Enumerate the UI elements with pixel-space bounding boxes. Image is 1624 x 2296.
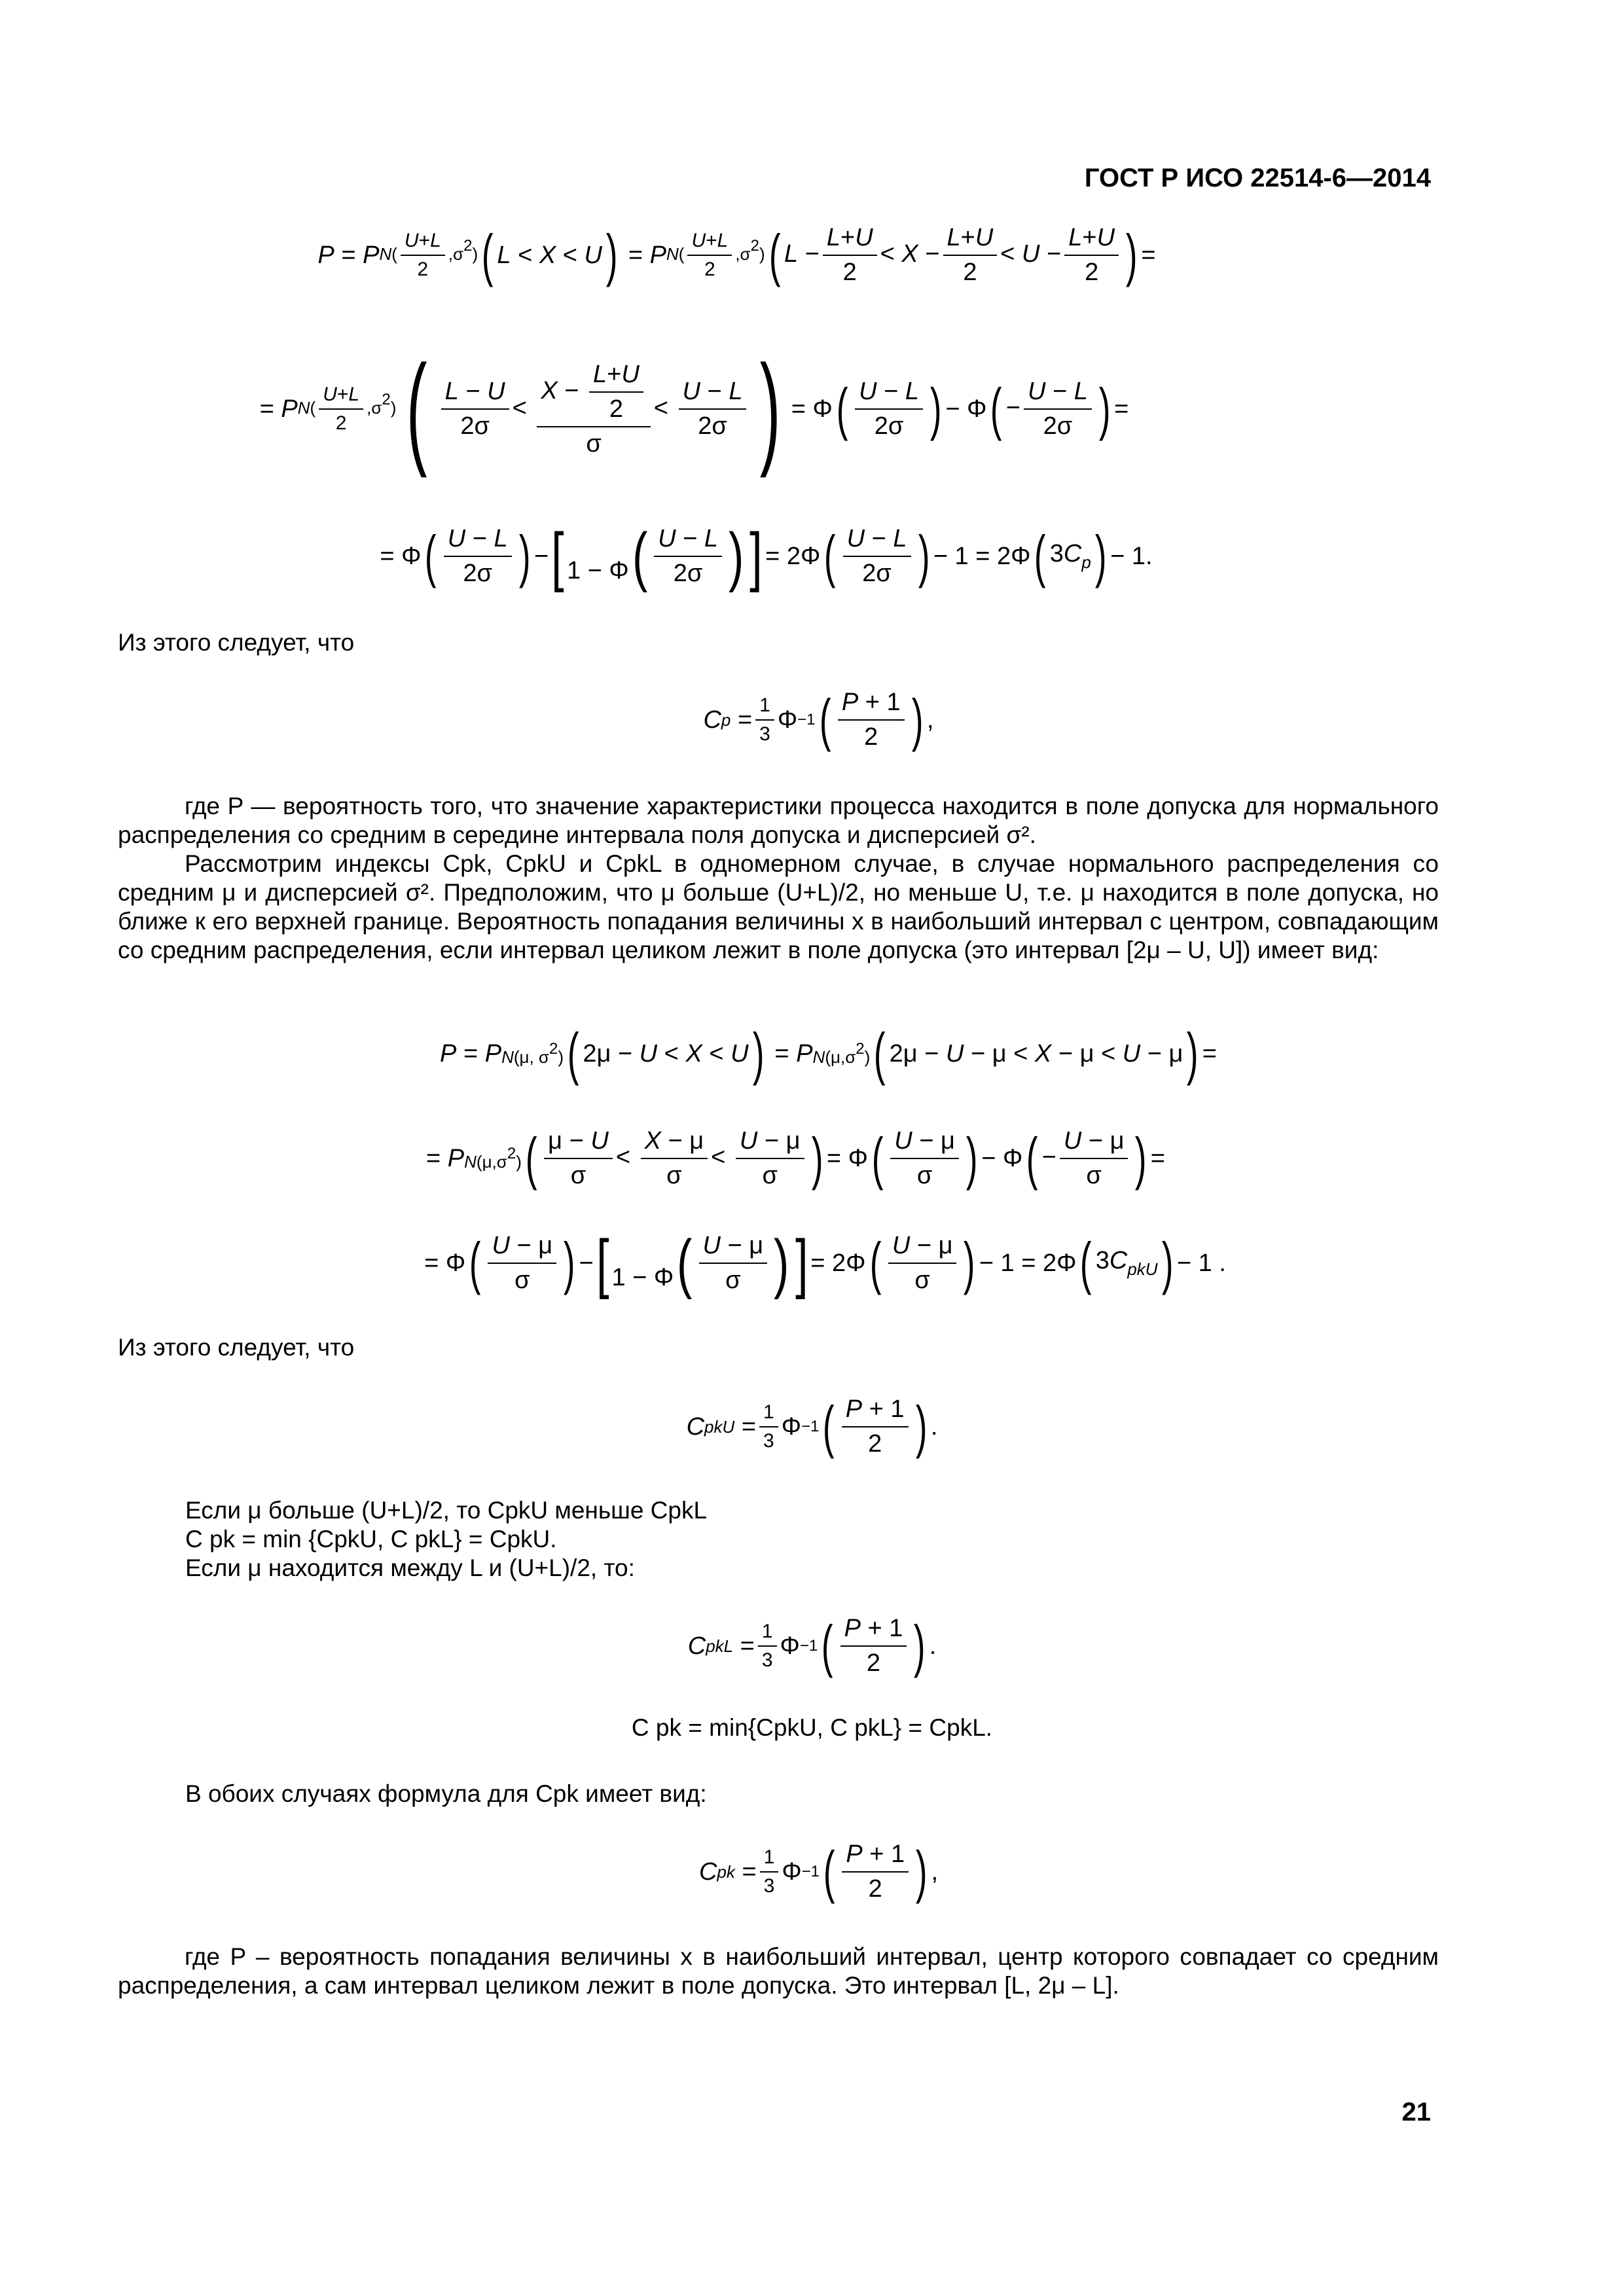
document-header: ГОСТ Р ИСО 22514-6—2014 xyxy=(1084,164,1431,192)
text-follows-1: Из этого следует, что xyxy=(118,629,355,656)
text-where-p-2: где P – вероятность попадания величины x в наибольший интервал, центр которого совпадает со средним распределения, а сам интервал целиком лежит в поле допуска. Это интервал [L, 2μ – L]. xyxy=(118,1943,1439,1999)
formula-cpkl: C pkL = $\frac{1}{3}$ Φ −1 ( $\frac{P + 1}{2}$ ) . xyxy=(687,1613,937,1678)
equation-1-line-2: = P N( $\frac{U+L}{2}$ ,σ2) ( $\frac{L - U}{2\sigma}$ < X − $\frac{L+U}{2}$ σ < $\frac{U - L}{2\sigma}$ ) = Φ ( $\frac{U - L}{2\sigma}$ ) − Φ ( − $\frac{U - L}{2\sigma}$ ) = xyxy=(259,340,1129,478)
formula-cpku: C pkU = $\frac{1}{3}$ Φ −1 ( $\frac{P + 1}{2}$ ) . xyxy=(686,1394,938,1459)
text-consider-indices: Рассмотрим индексы Cpk, CpkU и CpkL в одномерном случае, в случае нормального распределения со средним μ и дисперсией σ². Предположим, что μ больше (U+L)/2, но меньше U, т.е. μ находится в поле допуска, но ближе к его верхней границе. Вероятность попадания величины x в наибольший интервал с центром, совпадающим со средним распределения, если интервал целиком лежит в поле допуска (это интервал [2μ – U, U]) имеет вид: xyxy=(118,850,1439,963)
text-if-mu-greater: Если μ больше (U+L)/2, то CpkU меньше CpkL xyxy=(185,1497,708,1524)
equation-2-line-1: P = P N(μ, σ2) ( 2μ − U < X < U ) = P N(μ,σ2) ( 2μ − U − μ < X − μ < U − μ ) = xyxy=(440,1021,1217,1086)
page-number: 21 xyxy=(1401,2098,1431,2126)
text-where-p-1: где P — вероятность того, что значение характеристики процесса находится в поле допуска для нормального распределения со средним в середине интервала поля допуска и дисперсией σ². xyxy=(118,793,1439,848)
text-both-cases: В обоих случаях формула для Cpk имеет вид: xyxy=(185,1780,707,1807)
formula-cp: C p = $\frac{1}{3}$ Φ −1 ( $\frac{P + 1}{2}$ ) , xyxy=(703,687,934,752)
formula-cpk: C pk = $\frac{1}{3}$ Φ −1 ( $\frac{P + 1}{2}$ ) , xyxy=(698,1839,939,1904)
equation-1-line-1: P = P N( $\frac{U+L}{2}$ ,σ2) ( L < X < U ) = P N( $\frac{U+L}{2}$ ,σ2) ( L − $\frac{L+U}{2}$ < X − $\frac{L+U}{2}$ < U − $\frac{L+U}{2}$ ) = xyxy=(317,223,1156,287)
text-if-mu-between: Если μ находится между L и (U+L)/2, то: xyxy=(185,1554,635,1581)
equation-2-line-2: = P N(μ,σ2) ( $\frac{\mu - U}{\sigma}$ < $\frac{X - \mu}{\sigma}$ < $\frac{U - \mu}{\sigma}$ ) = Φ ( $\frac{U - \mu}{\sigma}$ ) − Φ ( − $\frac{U - \mu}{\sigma}$ ) = xyxy=(426,1126,1165,1191)
text-cpk-min-l xyxy=(0,1708,1624,1748)
cpk-min-l-value: C pk = min{CpkU, C pkL} = CpkL. xyxy=(631,1714,993,1741)
text-follows-2: Из этого следует, что xyxy=(118,1334,355,1361)
equation-2-line-3: = Φ ( $\frac{U - \mu}{\sigma}$ ) − [ 1 − Φ ( $\frac{U - \mu}{\sigma}$ ) ] = 2Φ ( $\frac{U - \mu}{\sigma}$ ) − 1 = 2Φ ( $3C_{pkU}$ ) − 1 . xyxy=(424,1227,1226,1300)
text-cpk-min-u: C pk = min {CpkU, C pkL} = CpkU. xyxy=(185,1526,557,1552)
equation-1-line-3: = Φ ( $\frac{U - L}{2\sigma}$ ) − [ 1 − Φ ( $\frac{U - L}{2\sigma}$ ) ] = 2Φ ( $\frac{U - L}{2\sigma}$ ) − 1 = 2Φ ( $3C_p$ ) − 1. xyxy=(380,520,1153,593)
